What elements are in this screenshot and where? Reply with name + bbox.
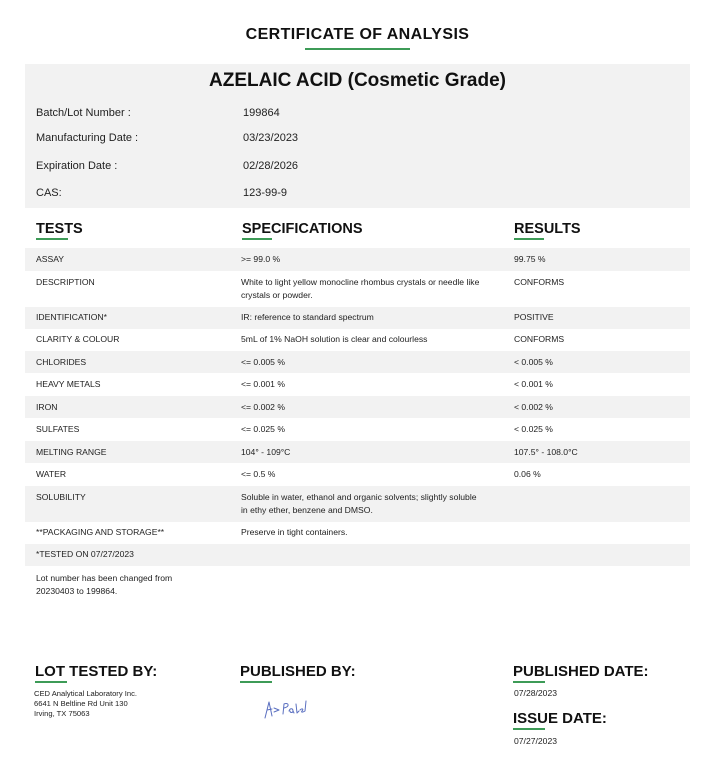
issue-date-underline xyxy=(513,728,545,730)
test-name: IRON xyxy=(36,402,58,412)
results-header: RESULTS xyxy=(514,221,581,237)
table-row xyxy=(25,271,690,307)
lab-address: 6641 N Beltline Rd Unit 130 xyxy=(34,699,128,708)
published-date-value: 07/28/2023 xyxy=(514,688,558,698)
table-row xyxy=(25,396,690,418)
test-specification: <= 0.001 % xyxy=(241,379,285,389)
test-specification: <= 0.005 % xyxy=(241,357,285,367)
test-name: CHLORIDES xyxy=(36,357,87,367)
test-specification: Preserve in tight containers. xyxy=(241,527,348,537)
test-result: < 0.005 % xyxy=(514,357,553,367)
test-specification: 5mL of 1% NaOH solution is clear and colourless xyxy=(241,334,428,344)
test-result: 99.75 % xyxy=(514,254,546,264)
test-result: 0.06 % xyxy=(514,469,541,479)
table-row xyxy=(25,373,690,396)
manufacturing-date-label: Manufacturing Date : xyxy=(36,132,139,144)
table-row xyxy=(25,418,690,441)
test-result: < 0.001 % xyxy=(514,379,553,389)
signature-image xyxy=(262,692,310,722)
test-name: IDENTIFICATION* xyxy=(36,312,107,322)
test-result: 107.5° - 108.0°C xyxy=(514,447,578,457)
expiration-date-value: 02/28/2026 xyxy=(243,160,299,172)
expiration-date-label: Expiration Date : xyxy=(36,160,118,172)
published-date-underline xyxy=(513,681,545,683)
table-row xyxy=(25,522,690,544)
test-name: SULFATES xyxy=(36,424,80,434)
lot-change-note: Lot number has been changed from 20230403 to 199864. xyxy=(36,573,173,596)
test-result: POSITIVE xyxy=(514,312,554,322)
table-row xyxy=(25,486,690,522)
tests-header: TESTS xyxy=(36,221,83,237)
issue-date-value: 07/27/2023 xyxy=(514,736,558,746)
table-row xyxy=(25,329,690,351)
lot-tested-by-underline xyxy=(35,681,67,683)
test-name: CLARITY & COLOUR xyxy=(36,334,120,344)
specifications-header: SPECIFICATIONS xyxy=(242,221,363,237)
test-result: < 0.025 % xyxy=(514,424,553,434)
test-specification: White to light yellow monocline rhombus crystals or needle like crystals or powder. xyxy=(241,277,480,300)
table-row xyxy=(25,441,690,463)
published-by-underline xyxy=(240,681,272,683)
table-row xyxy=(25,307,690,329)
manufacturing-date-value: 03/23/2023 xyxy=(243,132,299,144)
table-row xyxy=(25,544,690,566)
table-row xyxy=(25,463,690,486)
cas-label: CAS: xyxy=(36,187,62,199)
tests-header-underline xyxy=(36,238,68,240)
test-result: CONFORMS xyxy=(514,277,565,287)
test-name: WATER xyxy=(36,469,67,479)
test-specification: IR: reference to standard spectrum xyxy=(241,312,374,322)
test-result: CONFORMS xyxy=(514,334,565,344)
test-specification: 104° - 109°C xyxy=(241,447,291,457)
test-specification: <= 0.5 % xyxy=(241,469,276,479)
product-name: AZELAIC ACID (Cosmetic Grade) xyxy=(209,70,506,91)
batch-lot-value: 199864 xyxy=(243,107,280,119)
lab-name: CED Analytical Laboratory Inc. xyxy=(34,689,137,698)
published-by-heading: PUBLISHED BY: xyxy=(240,663,356,680)
lab-city: Irving, TX 75063 xyxy=(34,709,90,718)
test-name: **PACKAGING AND STORAGE** xyxy=(36,527,165,537)
results-header-underline xyxy=(514,238,544,240)
specifications-header-underline xyxy=(242,238,272,240)
test-name: HEAVY METALS xyxy=(36,379,101,389)
test-name: SOLUBILITY xyxy=(36,492,86,502)
table-row xyxy=(25,351,690,373)
table-row xyxy=(25,248,690,271)
cas-value: 123-99-9 xyxy=(243,187,288,199)
test-name: MELTING RANGE xyxy=(36,447,107,457)
test-specification: Soluble in water, ethanol and organic solvents; slightly soluble in ethy ether, benzene and DMSO. xyxy=(241,492,477,515)
issue-date-heading: ISSUE DATE: xyxy=(513,710,607,727)
test-name: DESCRIPTION xyxy=(36,277,95,287)
test-specification: <= 0.002 % xyxy=(241,402,285,412)
batch-lot-label: Batch/Lot Number : xyxy=(36,107,131,119)
published-date-heading: PUBLISHED DATE: xyxy=(513,663,649,680)
document-title: CERTIFICATE OF ANALYSIS xyxy=(245,26,470,43)
test-specification: >= 99.0 % xyxy=(241,254,281,264)
test-name: *TESTED ON 07/27/2023 xyxy=(36,549,134,559)
lot-tested-by-heading: LOT TESTED BY: xyxy=(35,663,158,680)
test-name: ASSAY xyxy=(36,254,65,264)
test-specification: <= 0.025 % xyxy=(241,424,285,434)
title-underline xyxy=(305,48,410,50)
test-result: < 0.002 % xyxy=(514,402,553,412)
